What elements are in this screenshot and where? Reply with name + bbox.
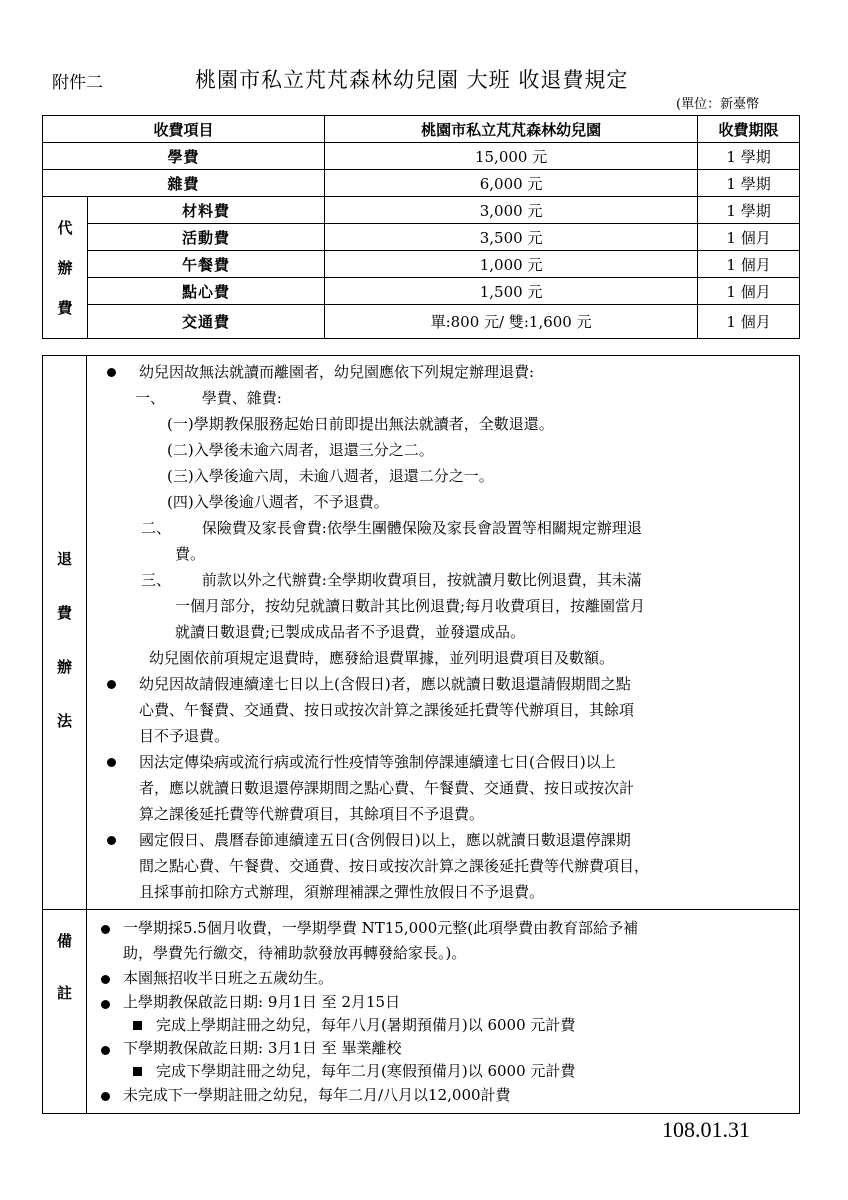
side-char: 註 — [56, 984, 72, 1002]
notes-content — [93, 916, 793, 1108]
side-char: 法 — [56, 712, 72, 730]
notes-side-label — [43, 910, 87, 1113]
row-period: 1 個月 — [698, 224, 800, 251]
side-char: 費 — [56, 604, 72, 622]
list-item: (一)學期教保服務起始日前即提出無法就讀者，全數退還。 — [167, 415, 554, 433]
refund-section-3 — [93, 567, 793, 593]
list-item — [93, 991, 793, 1037]
row-period: 1 學期 — [698, 143, 800, 170]
header-item: 收費項目 — [43, 116, 325, 143]
header-period: 收費期限 — [698, 116, 800, 143]
document-date: 108.01.31 — [662, 1117, 750, 1142]
row-amount: 單:800 元/ 雙:1,600 元 — [325, 305, 698, 339]
text-line: 且採事前扣除方式辦理，須辦理補課之彈性放假日不予退費。 — [139, 883, 545, 901]
refund-intro: 幼兒因故無法就讀而離園者，幼兒園應依下列規定辦理退費: — [139, 363, 535, 381]
row-label: 交通費 — [88, 305, 325, 339]
row-amount: 3,000 元 — [325, 197, 698, 224]
bullet-icon — [101, 1046, 110, 1055]
bullet-icon — [101, 1092, 110, 1101]
row-period: 1 個月 — [698, 278, 800, 305]
row-amount: 3,500 元 — [325, 224, 698, 251]
table-row — [43, 143, 800, 170]
table-row — [43, 278, 800, 305]
agency-char: 代 — [57, 218, 73, 237]
refund-section-2 — [93, 515, 793, 541]
side-char: 備 — [56, 932, 72, 950]
list-item — [93, 671, 793, 749]
text-line: 完成下學期註冊之幼兒，每年二月(寒假預備月)以 6000 元計費 — [156, 1062, 576, 1080]
text-line: 本園無招收半日班之五歲幼生。 — [123, 969, 334, 987]
row-label: 雜費 — [43, 170, 325, 197]
list-item — [93, 1083, 793, 1108]
list-item — [93, 359, 793, 385]
section-text: 前款以外之代辦費:全學期收費項目，按就讀月數比例退費，其未滿 — [201, 571, 642, 589]
bullet-icon — [101, 925, 110, 934]
fee-table — [42, 115, 800, 339]
list-item: (四)入學後逾八週者，不予退費。 — [167, 493, 389, 511]
list-item: (二)入學後未逾六周者，退還三分之二。 — [167, 441, 434, 459]
text-line: 算之課後延托費等代辦費項目，其餘項目不予退費。 — [139, 805, 485, 823]
page-title: 桃園市私立芃芃森林幼兒園 大班 收退費規定 — [195, 68, 629, 92]
row-label: 點心費 — [88, 278, 325, 305]
sub-item — [123, 1060, 793, 1083]
refund-section-1 — [93, 385, 793, 411]
side-char: 辦 — [56, 658, 72, 676]
square-bullet-icon — [133, 1067, 142, 1076]
row-label: 活動費 — [88, 224, 325, 251]
section-number: 一、 — [135, 389, 166, 407]
list-item — [93, 749, 793, 827]
bullet-icon — [107, 368, 116, 377]
table-row — [43, 170, 800, 197]
attachment-label: 附件二 — [52, 73, 103, 93]
bullet-icon — [107, 680, 116, 689]
section-text: 就讀日數退費;已製成成品者不予退費，並發還成品。 — [175, 623, 526, 641]
bullet-icon — [107, 758, 116, 767]
section-text: 一個月部分，按幼兒就讀日數計其比例退費;每月收費項目，按離園當月 — [175, 597, 646, 615]
section-number: 二、 — [141, 519, 172, 537]
side-char: 退 — [56, 550, 72, 568]
notes-section — [42, 909, 800, 1114]
text-line: 一學期採5.5個月收費，一學期學費 NT15,000元整(此項學費由教育部給予補 — [123, 919, 639, 937]
refund-side-label — [43, 356, 87, 909]
row-amount: 1,500 元 — [325, 278, 698, 305]
row-amount: 6,000 元 — [325, 170, 698, 197]
list-item: (三)入學後逾六周，未逾八週者，退還二分之一。 — [167, 467, 494, 485]
text-line: 未完成下一學期註冊之幼兒，每年二月/八月以12,000計費 — [123, 1086, 511, 1104]
text-line: 因法定傳染病或流行病或流行性疫情等強制停課連續達七日(合假日)以上 — [139, 753, 616, 771]
row-period: 1 個月 — [698, 305, 800, 339]
row-amount: 1,000 元 — [325, 251, 698, 278]
bullet-icon — [101, 1000, 110, 1009]
unit-note: (單位：新臺幣 — [676, 97, 760, 112]
text-line: 完成上學期註冊之幼兒，每年八月(暑期預備月)以 6000 元計費 — [156, 1016, 576, 1034]
table-row — [43, 197, 800, 224]
section-text: 保險費及家長會費:依學生團體保險及家長會設置等相關規定辦理退 — [201, 519, 642, 537]
row-label: 學費 — [43, 143, 325, 170]
row-label: 午餐費 — [88, 251, 325, 278]
text-line: 目不予退費。 — [139, 727, 230, 745]
row-period: 1 個月 — [698, 251, 800, 278]
refund-receipt-note: 幼兒園依前項規定退費時，應發給退費單據，並列明退費項目及數額。 — [149, 649, 615, 667]
agency-char: 辦 — [57, 258, 73, 277]
refund-section — [42, 355, 800, 910]
table-row — [43, 224, 800, 251]
text-line: 助，學費先行繳交，待補助款發放再轉發給家長。)。 — [123, 944, 467, 962]
bullet-icon — [107, 836, 116, 845]
row-amount: 15,000 元 — [325, 143, 698, 170]
table-row — [43, 251, 800, 278]
sub-item — [123, 1014, 793, 1037]
text-line: 幼兒因故請假連續達七日以上(含假日)者，應以就讀日數退還請假期間之點 — [139, 675, 631, 693]
header-school: 桃園市私立芃芃森林幼兒園 — [325, 116, 698, 143]
agency-char: 費 — [57, 298, 73, 317]
fee-table-header — [43, 116, 800, 143]
section-title: 學費、雜費: — [201, 389, 282, 407]
square-bullet-icon — [133, 1021, 142, 1030]
refund-section-1-items — [93, 411, 793, 515]
text-line: 心費、午餐費、交通費、按日或按次計算之課後延托費等代辦項目，其餘項 — [139, 701, 635, 719]
agency-fee-label — [43, 197, 88, 339]
row-period: 1 學期 — [698, 170, 800, 197]
list-item — [93, 1037, 793, 1083]
text-line: 者，應以就讀日數退還停課期間之點心費、午餐費、交通費、按日或按次計 — [139, 779, 635, 797]
refund-content — [93, 359, 793, 905]
section-number: 三、 — [141, 571, 172, 589]
row-label: 材料費 — [88, 197, 325, 224]
list-item — [93, 916, 793, 966]
row-period: 1 學期 — [698, 197, 800, 224]
text-line: 間之點心費、午餐費、交通費、按日或按次計算之課後延托費等代辦費項目， — [139, 857, 650, 875]
text-line: 下學期教保啟訖日期: 3月1日 至 畢業離校 — [123, 1039, 402, 1057]
list-item — [93, 827, 793, 905]
bullet-icon — [101, 975, 110, 984]
text-line: 國定假日、農曆春節連續達五日(含例假日)以上，應以就讀日數退還停課期 — [139, 831, 631, 849]
list-item — [93, 966, 793, 991]
text-line: 上學期教保啟訖日期: 9月1日 至 2月15日 — [123, 993, 401, 1011]
table-row — [43, 305, 800, 339]
section-text: 費。 — [175, 545, 206, 563]
